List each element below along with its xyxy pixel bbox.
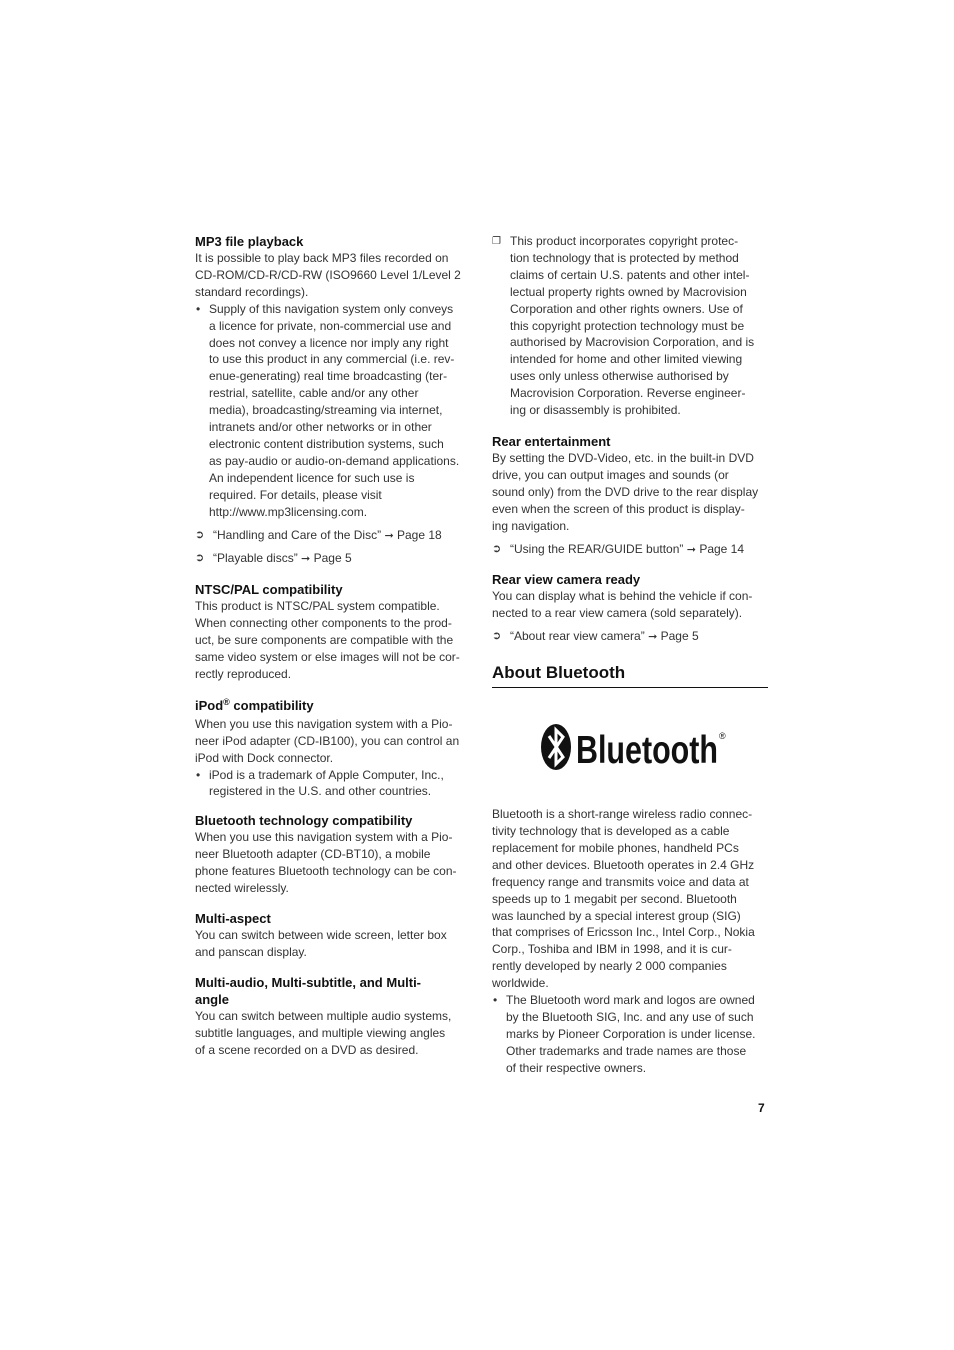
reference-playable: [195, 550, 471, 568]
reference-text: “About rear view camera”: [510, 629, 645, 644]
text-line: This product is NTSC/PAL system compatible.: [195, 599, 440, 614]
text-line: a licence for private, non-commercial use and: [209, 318, 452, 333]
bullet-text: [209, 767, 471, 801]
text-line: of their respective owners.: [506, 1060, 647, 1075]
mp3-heading: MP3 file playback: [195, 234, 304, 249]
text-line: and panscan display.: [195, 944, 307, 959]
text-line: intended for home and other limited viewing: [510, 352, 743, 367]
page-number: 7: [758, 1101, 765, 1115]
mp3-intro: [195, 250, 471, 301]
text-line: angle: [195, 991, 229, 1007]
reference-arrow-icon: ➲: [195, 552, 205, 565]
reference-text: “Handling and Care of the Disc”: [213, 527, 382, 542]
multi-audio-text: [195, 1008, 471, 1059]
right-arrow-icon: ➞: [301, 553, 311, 566]
text-line: tivity technology that is developed as a cable: [492, 824, 730, 839]
text-line: registered in the U.S. and other countries.: [209, 784, 432, 799]
rear-entertainment-heading: Rear entertainment: [492, 433, 611, 449]
bluetooth-trademark-bullet: [492, 992, 768, 1077]
bullet-text: [209, 301, 471, 521]
text-line: iPod is a trademark of Apple Computer, Inc.,: [209, 767, 444, 782]
text-line: claims of certain U.S. patents and other intel-: [510, 267, 750, 282]
text-line: This product incorporates copyright protec-: [510, 234, 739, 248]
reference-arrow-icon: ➲: [492, 630, 502, 643]
rear-camera-text: [492, 588, 768, 622]
bullet-icon: •: [196, 767, 201, 782]
reference-arrow-icon: ➲: [492, 542, 502, 555]
text-line: Bluetooth is a short-range wireless radio connec-: [492, 807, 753, 822]
section-about-bluetooth: [492, 662, 768, 1077]
text-line: http://www.mp3licensing.com.: [209, 504, 368, 519]
about-bluetooth-heading: About Bluetooth: [492, 662, 768, 688]
text-line: By setting the DVD-Video, etc. in the built-in DVD: [492, 450, 754, 465]
bluetooth-logo: [492, 688, 768, 806]
text-line: does not convey a licence nor imply any right: [209, 335, 449, 350]
text-line: media), broadcasting/streaming via internet,: [209, 403, 443, 418]
section-rear-camera: [492, 571, 768, 646]
reference-text: “Playable discs”: [213, 551, 298, 566]
bluetooth-logo-registered: ®: [719, 731, 726, 742]
text-line: You can switch between wide screen, letter box: [195, 928, 447, 942]
section-multi-audio: [195, 974, 471, 1059]
section-bluetooth-tech: [195, 812, 471, 897]
text-line: subtitle languages, and multiple viewing angles: [195, 1025, 446, 1040]
copyright-note: [492, 233, 768, 419]
text-line: Macrovision Corporation. Reverse engineer-: [510, 386, 746, 401]
copyright-text: [510, 233, 768, 419]
text-line: Multi-audio, Multi-subtitle, and Multi-: [195, 974, 422, 990]
multi-audio-heading: [195, 974, 471, 1008]
reference-page: Page 5: [313, 551, 352, 566]
text-line: ing navigation.: [492, 518, 570, 533]
bullet-icon: •: [493, 993, 498, 1008]
text-line: frequency range and transmits voice and data at: [492, 874, 749, 889]
text-line: rectly reproduced.: [195, 666, 292, 681]
text-line: worldwide.: [492, 976, 549, 991]
text-line: uses only unless otherwise authorised by: [510, 369, 729, 384]
rear-camera-heading: Rear view camera ready: [492, 572, 641, 588]
left-column: [195, 233, 471, 1059]
reference-text: “Using the REAR/GUIDE button”: [510, 541, 684, 556]
ipod-heading-suffix: compatibility: [229, 697, 314, 713]
reference-page: Page 14: [699, 541, 745, 556]
rear-entertainment-text: [492, 450, 768, 535]
multi-aspect-text: [195, 927, 471, 961]
text-line: CD-ROM/CD-R/CD-RW (ISO9660 Level 1/Level 2: [195, 267, 461, 282]
text-line: this copyright protection technology must be: [510, 318, 745, 333]
ipod-text: [195, 716, 471, 767]
text-line: standard recordings).: [195, 284, 309, 299]
text-line: It is possible to play back MP3 files recorded on: [195, 251, 449, 265]
text-line: by the Bluetooth SIG, Inc. and any use of such: [506, 1010, 754, 1024]
right-arrow-icon: ➞: [648, 631, 658, 644]
text-line: phone features Bluetooth technology can be con-: [195, 864, 457, 879]
text-line: that comprises of Ericsson Inc., Intel Corp., Nokia: [492, 925, 755, 940]
ntsc-heading: NTSC/PAL compatibility: [195, 582, 343, 598]
text-line: electronic content distribution systems, such: [209, 436, 444, 451]
ipod-trademark-bullet: [195, 767, 471, 801]
right-arrow-icon: ➞: [686, 543, 696, 556]
text-line: Supply of this navigation system only conveys: [209, 301, 454, 316]
section-mp3: [195, 233, 471, 568]
text-line: marks by Pioneer Corporation is under license.: [506, 1026, 756, 1041]
bluetooth-tech-text: [195, 829, 471, 897]
text-line: enue-generating) real time broadcasting (ter-: [209, 369, 448, 384]
text-line: speeds up to 1 megabit per second. Bluetooth: [492, 891, 737, 906]
bullet-icon: •: [196, 301, 201, 316]
text-line: same video system or else images will not be cor-: [195, 650, 460, 665]
text-line: neer Bluetooth adapter (CD-BT10), a mobile: [195, 847, 431, 862]
text-line: When you use this navigation system with a Pio-: [195, 716, 453, 731]
bluetooth-tech-heading: Bluetooth technology compatibility: [195, 813, 413, 829]
right-column: [492, 233, 768, 1077]
text-line: rently developed by nearly 2 000 companies: [492, 959, 727, 974]
section-rear-entertainment: [492, 433, 768, 558]
ntsc-text: [195, 598, 471, 683]
text-line: was launched by a special interest group (SIG): [492, 908, 741, 923]
section-ipod: [195, 697, 471, 801]
right-arrow-icon: ➞: [384, 529, 394, 542]
text-line: An independent licence for such use is: [209, 470, 415, 485]
text-line: You can switch between multiple audio systems,: [195, 1008, 452, 1023]
text-line: even when the screen of this product is display-: [492, 501, 745, 516]
text-line: Corporation and other rights owners. Use of: [510, 301, 743, 316]
text-line: Corp., Toshiba and IBM in 1998, and it is cur-: [492, 942, 732, 957]
text-line: drive, you can output images and sounds (or: [492, 467, 729, 482]
multi-aspect-heading: Multi-aspect: [195, 911, 271, 926]
text-line: of a scene recorded on a DVD as desired.: [195, 1042, 419, 1057]
registered-mark: ®: [223, 696, 230, 707]
reference-handling: [195, 527, 471, 545]
text-line: When connecting other components to the prod-: [195, 616, 452, 631]
text-line: to use this product in any commercial (i.e. rev-: [209, 352, 455, 367]
about-bluetooth-text: [492, 806, 768, 992]
text-line: ing or disassembly is prohibited.: [510, 403, 681, 418]
text-line: neer iPod adapter (CD-IB100), you can control an: [195, 733, 460, 748]
text-line: The Bluetooth word mark and logos are owned: [506, 993, 755, 1008]
text-line: replacement for mobile phones, handheld PCs: [492, 840, 739, 855]
text-line: as pay-audio or audio-on-demand applications.: [209, 453, 460, 468]
reference-page: Page 5: [660, 629, 699, 644]
text-line: tion technology that is protected by method: [510, 250, 739, 265]
reference-arrow-icon: ➲: [195, 528, 205, 541]
bluetooth-rune-icon: [540, 719, 730, 775]
bullet-text: [506, 992, 768, 1077]
text-line: sound only) from the DVD drive to the rear display: [492, 484, 759, 499]
ipod-heading-name: iPod: [195, 697, 224, 713]
section-multi-aspect: [195, 910, 471, 961]
text-line: lectual property rights owned by Macrovision: [510, 284, 747, 299]
text-line: required. For details, please visit: [209, 487, 382, 502]
section-ntsc: [195, 581, 471, 683]
text-line: You can display what is behind the vehicle if con-: [492, 589, 753, 604]
text-line: When you use this navigation system with a Pio-: [195, 830, 453, 845]
text-line: nected to a rear view camera (sold separately).: [492, 606, 743, 621]
text-line: intranets and/or other networks or in other: [209, 420, 432, 435]
bluetooth-logo-wordmark: Bluetooth: [576, 729, 718, 773]
ipod-heading: [195, 697, 471, 716]
text-line: nected wirelessly.: [195, 881, 289, 896]
text-line: restrial, satellite, cable and/or any other: [209, 386, 419, 401]
note-square-icon: ❐: [492, 236, 501, 247]
text-line: and other devices. Bluetooth operates in 2.4 GHz: [492, 857, 755, 872]
text-line: authorised by Macrovision Corporation, and is: [510, 335, 755, 350]
mp3-licence-bullet: [195, 301, 471, 521]
text-line: uct, be sure components are compatible with the: [195, 633, 454, 648]
reference-rear-guide: [492, 541, 768, 559]
text-line: iPod with Dock connector.: [195, 750, 334, 765]
reference-page: Page 18: [397, 527, 442, 542]
text-line: Other trademarks and trade names are those: [506, 1043, 747, 1058]
reference-rear-camera: [492, 628, 768, 646]
